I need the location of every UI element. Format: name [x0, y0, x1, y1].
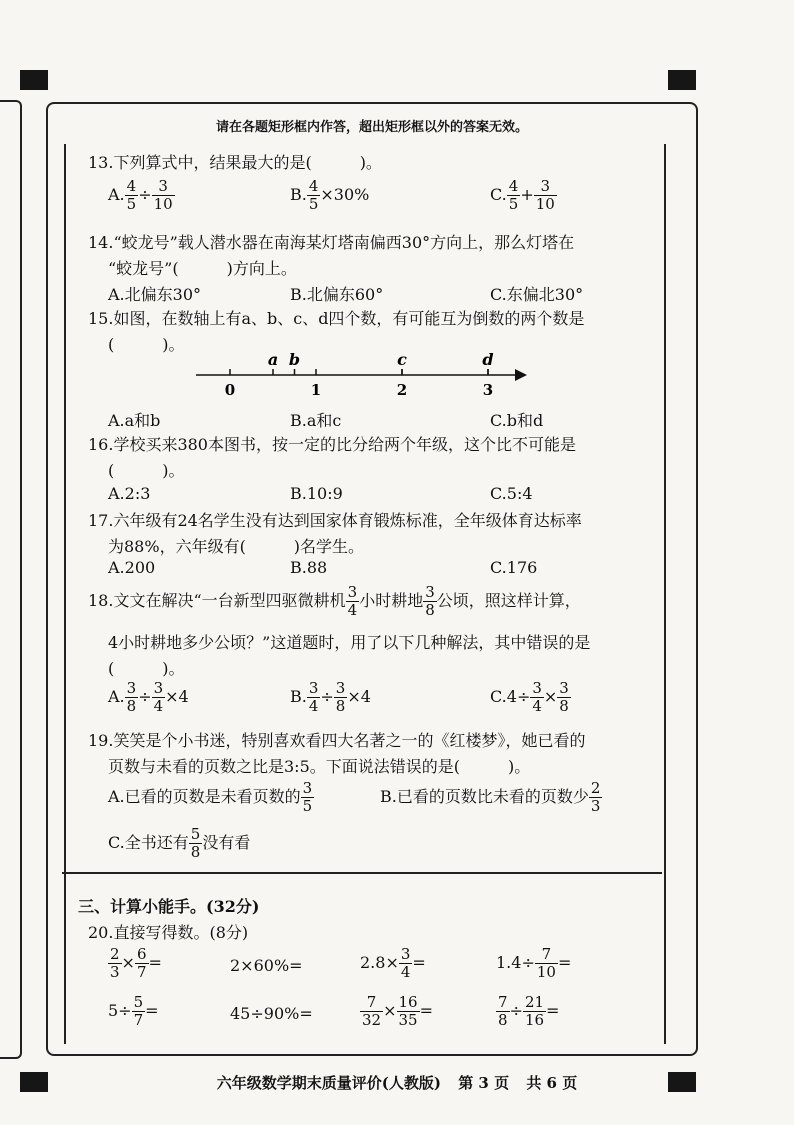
fraction: $\frac{3}{8}$ — [425, 583, 435, 619]
q13-option-b[interactable]: B. $\frac{4}{5}$ ×30% — [290, 177, 370, 213]
q15-option-b[interactable]: B.a和c — [290, 411, 342, 430]
fraction: $\frac{3}{4}$ — [532, 679, 542, 715]
q16-stem-line1: 16.学校买来380本图书，按一定的比分给两个年级，这个比不可能是 — [88, 435, 576, 454]
q14-option-b[interactable]: B.北偏东60° — [290, 285, 384, 304]
fraction: $\frac{5}{7}$ — [133, 993, 144, 1029]
q18-stem-line2: 4小时耕地多少公顷？”这道题时，用了以下几种解法，其中错误的是 — [108, 633, 591, 652]
axis-tick-label-2: 2 — [396, 381, 408, 399]
registration-mark-top-right — [668, 70, 696, 90]
q19-option-c[interactable]: C.全书还有 $\frac{5}{8}$ 没有看 — [108, 825, 251, 861]
fraction: $\frac{3}{8}$ — [335, 679, 346, 715]
calc-r2-e4[interactable]: $\frac{7}{8}$ ÷ $\frac{21}{16}$ = — [498, 993, 560, 1029]
q18-option-a[interactable]: A. $\frac{3}{8}$ ÷ $\frac{3}{4}$ ×4 — [108, 679, 189, 715]
calc-r2-e1[interactable]: 5÷ $\frac{5}{7}$ = — [108, 993, 159, 1029]
calc-r1-e3[interactable]: 2.8× $\frac{3}{4}$ = — [360, 945, 426, 981]
fraction: $\frac{3}{10}$ — [535, 177, 555, 213]
fraction: $\frac{3}{4}$ — [400, 945, 411, 981]
fraction: $\frac{7}{8}$ — [498, 993, 508, 1029]
calc-r1-e2[interactable]: 2×60%= — [230, 956, 303, 975]
q18-option-c[interactable]: C.4÷ $\frac{3}{4}$ × $\frac{3}{8}$ — [490, 679, 569, 715]
footer-total-pages: 共 6 页 — [526, 1074, 578, 1092]
q18-option-b[interactable]: B. $\frac{3}{4}$ ÷ $\frac{3}{8}$ ×4 — [290, 679, 371, 715]
axis-point-label-d: d — [482, 350, 494, 369]
q15-option-c[interactable]: C.b和d — [490, 411, 544, 430]
axis-tick-label-3: 3 — [482, 381, 494, 399]
page-footer — [0, 1072, 794, 1093]
q17-option-c[interactable]: C.176 — [490, 558, 538, 577]
axis-tick-label-0: 0 — [224, 381, 236, 399]
q16-option-b[interactable]: B.10:9 — [290, 484, 343, 503]
q20-title: 20.直接写得数。(8分) — [88, 923, 249, 942]
fraction: $\frac{3}{4}$ — [308, 679, 319, 715]
registration-mark-top-left — [20, 70, 48, 90]
fraction: $\frac{4}{5}$ — [508, 177, 519, 213]
axis-tick-label-1: 1 — [310, 381, 322, 399]
q18-stem-line3: ( )。 — [108, 659, 185, 678]
fraction: $\frac{6}{7}$ — [136, 945, 147, 981]
q15-stem-line1: 15.如图，在数轴上有a、b、c、d四个数，有可能互为倒数的两个数是 — [88, 309, 585, 328]
q13-option-c[interactable]: C. $\frac{4}{5}$ + $\frac{3}{10}$ — [490, 177, 555, 213]
section-divider — [62, 872, 662, 874]
q19-option-a[interactable]: A.已看的页数是未看页数的 $\frac{3}{5}$ — [108, 779, 313, 815]
fraction: $\frac{16}{35}$ — [398, 993, 418, 1029]
footer-page-number: 第 3 页 — [458, 1074, 510, 1092]
fraction: $\frac{5}{8}$ — [190, 825, 201, 861]
fraction: $\frac{3}{4}$ — [153, 679, 164, 715]
q18-stem-line1: 18.文文在解决“一台新型四驱微耕机 $\frac{3}{4}$ 小时耕地 $\frac{3}{8}$ 公顷，照这样计算， — [88, 583, 581, 619]
q19-stem-line2: 页数与未看的页数之比是3:5。下面说法错误的是( )。 — [108, 757, 531, 776]
fraction: $\frac{21}{16}$ — [524, 993, 545, 1029]
q15-option-a[interactable]: A.a和b — [108, 411, 161, 430]
q15-stem-line2: ( )。 — [108, 335, 185, 354]
calc-r1-e4[interactable]: 1.4÷ $\frac{7}{10}$ = — [496, 945, 572, 981]
q19-option-b[interactable]: B.已看的页数比未看的页数少 $\frac{2}{3}$ — [380, 779, 601, 815]
fraction: $\frac{2}{3}$ — [590, 779, 601, 815]
q19-stem-line1: 19.笑笑是个小书迷，特别喜欢看四大名著之一的《红楼梦》，她已看的 — [88, 731, 586, 750]
fraction: $\frac{3}{10}$ — [153, 177, 173, 213]
q14-stem-line1: 14.“蛟龙号”载人潜水器在南海某灯塔南偏西30°方向上，那么灯塔在 — [88, 233, 575, 252]
number-line — [190, 345, 540, 401]
q13-stem: 13.下列算式中，结果最大的是( )。 — [88, 153, 382, 172]
fraction: $\frac{4}{5}$ — [308, 177, 319, 213]
calc-r1-e1[interactable]: $\frac{2}{3}$ × $\frac{6}{7}$ = — [110, 945, 162, 981]
calc-r2-e3[interactable]: $\frac{7}{32}$ × $\frac{16}{35}$ = — [362, 993, 433, 1029]
section3-title: 三、计算小能手。(32分) — [78, 897, 260, 916]
q17-stem-line2: 为88%，六年级有( )名学生。 — [108, 537, 365, 556]
answer-notice: 请在各题矩形框内作答，超出矩形框以外的答案无效。 — [215, 120, 528, 135]
fraction: $\frac{3}{8}$ — [126, 679, 137, 715]
fraction: $\frac{3}{5}$ — [302, 779, 313, 815]
fraction: $\frac{3}{8}$ — [559, 679, 569, 715]
q14-option-a[interactable]: A.北偏东30° — [108, 285, 202, 304]
q17-option-a[interactable]: A.200 — [108, 558, 156, 577]
binding-margin-bracket — [0, 100, 22, 1059]
fraction: $\frac{4}{5}$ — [126, 177, 137, 213]
fraction: $\frac{7}{32}$ — [362, 993, 382, 1029]
fraction: $\frac{2}{3}$ — [110, 945, 120, 981]
q17-option-b[interactable]: B.88 — [290, 558, 328, 577]
q16-option-a[interactable]: A.2:3 — [108, 484, 151, 503]
q17-stem-line1: 17.六年级有24名学生没有达到国家体育锻炼标准，全年级体育达标率 — [88, 511, 582, 530]
q14-stem-line2: “蛟龙号”( )方向上。 — [108, 259, 297, 278]
q13-option-a[interactable]: A. $\frac{4}{5}$ ÷ $\frac{3}{10}$ — [108, 177, 173, 213]
axis-point-label-c: c — [397, 350, 407, 369]
fraction: $\frac{3}{4}$ — [347, 583, 358, 619]
fraction: $\frac{7}{10}$ — [536, 945, 556, 981]
q16-stem-line2: ( )。 — [108, 461, 185, 480]
calc-r2-e2[interactable]: 45÷90%= — [230, 1004, 313, 1023]
q16-option-c[interactable]: C.5:4 — [490, 484, 533, 503]
q14-option-c[interactable]: C.东偏北30° — [490, 285, 584, 304]
footer-title: 六年级数学期末质量评价(人教版) — [216, 1074, 441, 1092]
axis-point-label-b: b — [288, 350, 301, 369]
axis-point-label-a: a — [267, 350, 279, 369]
